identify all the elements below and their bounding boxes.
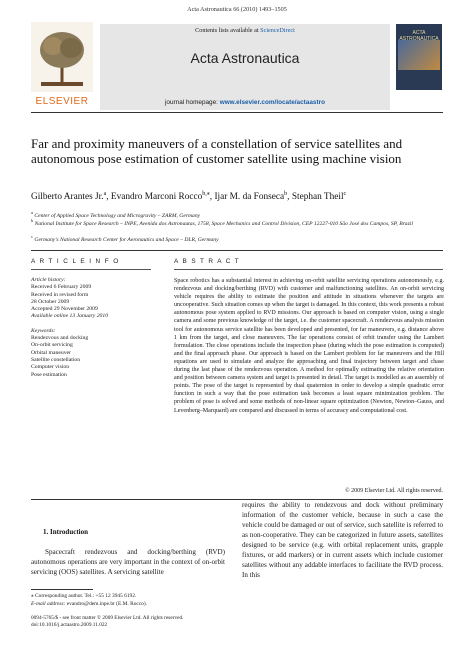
abstract-heading: A B S T R A C T	[174, 258, 241, 265]
article-title: Far and proximity maneuvers of a constellation of service satellites and autonomous pose estimation of customer satellite using machine vision	[31, 136, 403, 167]
affiliation-text: Center of Applied Space Technology and Microgravity – ZARM, Germany	[34, 212, 201, 219]
elsevier-tree-logo	[31, 22, 93, 92]
history-item: 28 October 2009	[31, 298, 70, 305]
header-rule	[31, 112, 443, 113]
author-affil-marker: c	[343, 191, 347, 197]
email-address[interactable]: evandro@dem.inpe.br (E.M. Rocco).	[66, 601, 148, 607]
journal-homepage	[100, 99, 390, 106]
author-name: Ijar M. da Fonseca	[214, 192, 285, 203]
section-heading-introduction: 1. Introduction	[43, 528, 88, 536]
journal-name: Acta Astronautica	[190, 50, 300, 66]
doi-line[interactable]: doi:10.1016/j.actaastro.2009.11.022	[31, 622, 108, 628]
affiliation-marker: b	[31, 218, 34, 223]
keywords-label: Keywords:	[31, 327, 56, 334]
issn-line: 0094-5765/$ - see front matter © 2009 Elsevier Ltd. All rights reserved.	[31, 615, 184, 621]
email-label: E-mail address:	[31, 601, 66, 607]
copyright-notice: © 2009 Elsevier Ltd. All rights reserved.	[345, 488, 443, 494]
publisher-name: ELSEVIER	[35, 96, 89, 107]
author-affil-marker: b,⁎	[202, 191, 210, 197]
author-affil-marker: b	[284, 191, 288, 197]
abstract-text: Space robotics has a substantial interest in achieving on-orbit satellite servicing operations autonomously, e.g. rendezvous and docking/berthing (RVD) with customer and malfunctioning satellites. An on-orbit servicing vehicle requires the ability to estimate the position and attitude in situations whenever the targets are uncooperative. Such situation comes up when the target is damaged. In this context, this work presents a robust autonomous pose system applied to RVD missions. Our approach is based on computer vision, using a single camera and some previous knowledge of the target, i.e. the customer spacecraft. A rendezvous analysis mission tool for autonomous service satellite has been developed and presented, for far maneuvers, e.g. distance above 1 km from the target, and close maneuvers. The far operations consist of orbit transfer using the Lambert formulation. The close operations include the inspection phase (during which the pose estimation is computed) and the final approach phase. Our approach is based on the Lambert problem for far maneuvers and the Hill equations are used to simulate and analyze the approaching and final trajectory between target and chase during the last phase of the rendezvous operation. A method for optimally estimating the relative orientation and position between camera system and target is presented in detail. The target is modelled as an assembly of points. The pose of the target is represented by dual quaternion in order to develop a simple quadratic error function in such a way that the pose estimation task becomes a least square minimization problem. The problem of pose is solved and some methods of non-linear square optimization (Newton, Newton–Gauss, and Levenberg–Marquard) are compared and discussed in terms of accuracy and computational cost.	[174, 278, 444, 414]
contents-line	[100, 27, 390, 34]
article-info-rule	[31, 269, 151, 270]
journal-masthead	[100, 24, 390, 110]
corresponding-author-note: ⁎ Corresponding author. Tel.: +55 12 3945 6192.	[31, 593, 137, 599]
history-item: Available online 13 January 2010	[31, 313, 109, 320]
introduction-continued: requires the ability to rendezvous and dock without preliminary information of the customer vehicle, because in such a case the vehicle could be damaged or out of service, such satellite is referred to as non-cooperative. They can be categorized in future assets, satellites designed to be service (e.g. with orbital replacement units, grapple fixtures, or add markers) or in current assets which include customer satellites without any addable interfaces to facilitate the RVD process. In this	[242, 501, 443, 579]
footnote-rule	[31, 589, 93, 590]
introduction-paragraph: Spacecraft rendezvous and docking/berthing (RVD) autonomous operations are very important in the context of on-orbit servicing (OOS) satellites. A servicing satellite	[31, 548, 225, 576]
keyword: Pose estimation	[31, 371, 67, 378]
homepage-link[interactable]: www.elsevier.com/locate/actaastro	[219, 99, 325, 106]
author-name: Evandro Marconi Rocco	[110, 192, 203, 203]
contents-prefix: Contents lists available at	[195, 27, 261, 34]
affiliation	[31, 217, 451, 228]
article-info	[31, 277, 151, 379]
keyword: Orbital maneuver	[31, 349, 71, 356]
email-note	[31, 601, 231, 608]
affiliation-marker: a	[31, 210, 33, 215]
article-info-heading: A R T I C L E I N F O	[31, 258, 120, 265]
cover-title: ACTA ASTRONAUTICA	[399, 30, 439, 42]
author-name: Stephan Theil	[291, 192, 344, 203]
author-affil-marker: a	[103, 191, 107, 197]
keyword: Computer vision	[31, 364, 70, 371]
author-list: Gilberto Arantes Jr.$^a$, Evandro Marconi Rocco$^{b,⁎}$, Ijar M. da Fonseca$^b$, Stephan Theil$^c$	[31, 191, 347, 203]
cover-image	[398, 40, 440, 70]
homepage-prefix: journal homepage:	[165, 99, 220, 106]
affiliation-rule	[31, 250, 443, 251]
keyword: On-orbit servicing	[31, 342, 73, 349]
affiliation	[31, 233, 451, 244]
abstract-rule	[174, 269, 443, 270]
history-item: Received 6 February 2009	[31, 284, 92, 291]
keyword: Satellite constellation	[31, 356, 81, 363]
journal-reference: Acta Astronautica 66 (2010) 1493–1505	[187, 6, 287, 13]
history-item: Accepted 29 November 2009	[31, 306, 98, 313]
affiliation-text: Germany's National Research Center for Aeronautics and Space – DLR, Germany	[34, 236, 219, 243]
author-name: Gilberto Arantes Jr.	[31, 192, 104, 203]
keyword: Rendezvous and docking	[31, 335, 89, 342]
sciencedirect-link[interactable]: ScienceDirect	[260, 27, 295, 34]
history-label: Article history:	[31, 277, 66, 283]
history-item: Received in revised form	[31, 291, 89, 298]
affiliation-marker: c	[31, 234, 33, 239]
affiliation-text: National Institute for Space Research – INPE, Avenida dos Astronautas, 1758, Space Mechanics and Control Division, CEP 12227-010 São José dos Campos, SP, Brazil	[34, 220, 413, 227]
